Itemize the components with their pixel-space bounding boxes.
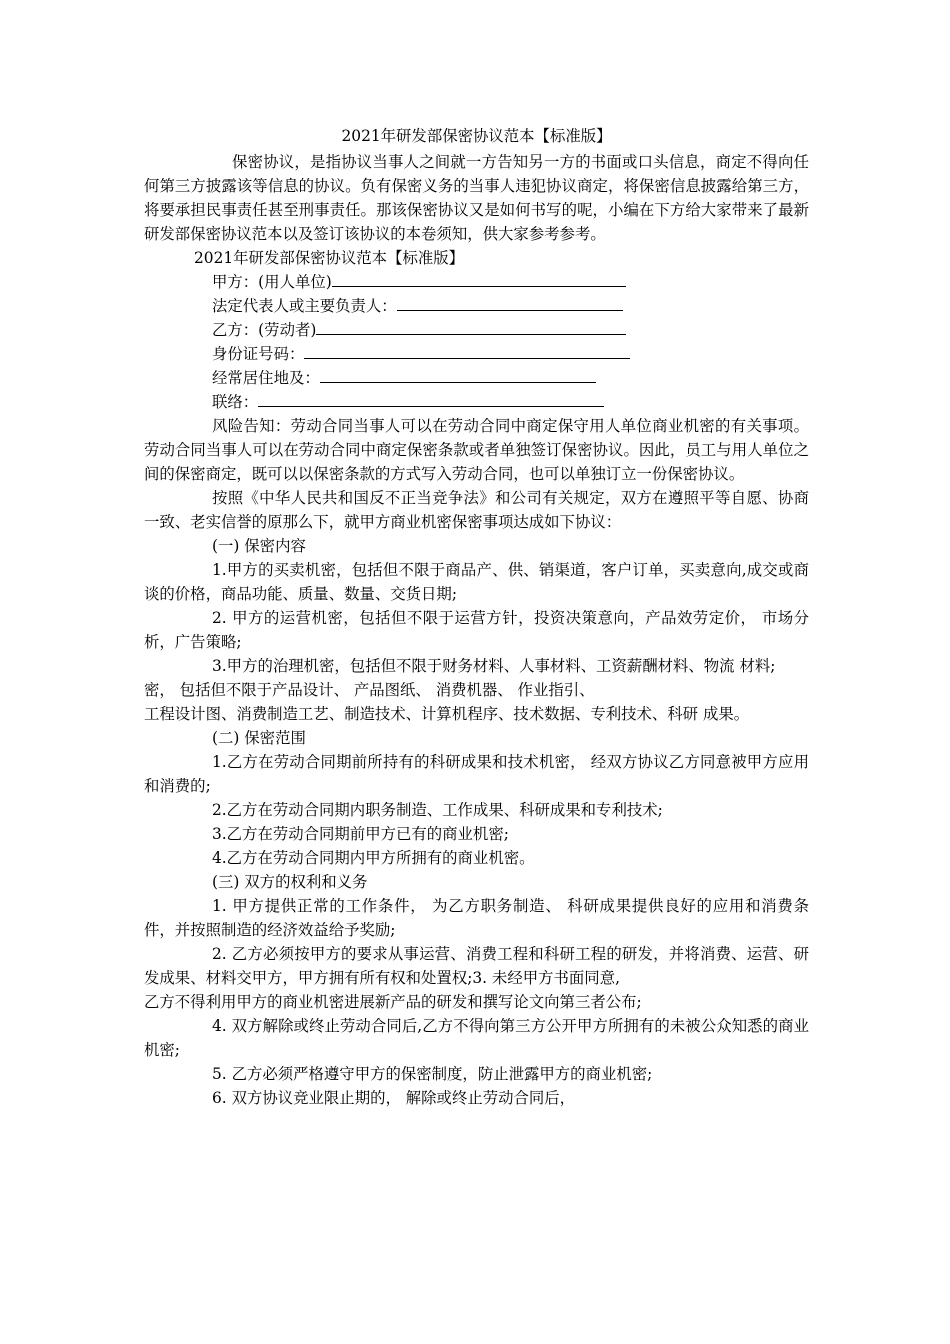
risk-notice-paragraph: 风险告知：劳动合同当事人可以在劳动合同中商定保守用人单位商业机密的有关事项。劳动合同当事人可以在劳动合同中商定保密条款或者单独签订保密协议。因此，员工与用人单位之间的保密商定，既可以以保密条款的方式写入劳动合同，也可以单独订立一份保密协议。 bbox=[144, 417, 809, 483]
field-legal-rep-blank bbox=[397, 294, 623, 311]
page-title: 2021年研发部保密协议范本【标准版】 bbox=[341, 127, 612, 145]
scope-item-3: 3.乙方在劳动合同期前甲方已有的商业机密; bbox=[212, 825, 509, 843]
section-heading-content: (一) 保密内容 bbox=[212, 537, 306, 555]
rights-item-1: 1. 甲方提供正常的工作条件， 为乙方职务制造、 科研成果提供良好的应用和消费条件，并按照制造的经济效益给予奖励; bbox=[144, 897, 809, 939]
rights-item-5: 5. 乙方必须严格遵守甲方的保密制度，防止泄露甲方的商业机密; bbox=[212, 1065, 653, 1083]
field-party-a-label: 甲方：(用人单位) bbox=[212, 273, 332, 291]
field-party-b-blank bbox=[316, 318, 626, 335]
field-id-number-blank bbox=[304, 342, 630, 359]
field-address-blank bbox=[320, 366, 596, 383]
clause-operation-secrets: 2. 甲方的运营机密，包括但不限于运营方针，投资决策意向，产品效劳定价， 市场分析，广告策略; bbox=[144, 609, 809, 651]
scope-item-2: 2.乙方在劳动合同期内职务制造、工作成果、科研成果和专利技术; bbox=[212, 801, 663, 819]
field-party-b bbox=[144, 318, 809, 342]
field-party-a bbox=[144, 270, 809, 294]
intro-paragraph: 保密协议，是指协议当事人之间就一方告知另一方的书面或口头信息，商定不得向任何第三方披露该等信息的协议。负有保密义务的当事人违犯协议商定，将保密信息披露给第三方，将要承担民事责任甚至刑事责任。那该保密协议又是如何书写的呢，小编在下方给大家带来了最新研发部保密协议范本以及签订该协议的本卷须知，供大家参考参考。 bbox=[144, 153, 809, 243]
field-address-label: 经常居住地及： bbox=[212, 369, 320, 387]
rights-item-3: 乙方不得利用甲方的商业机密进展新产品的研发和撰写论文向第三者公布; bbox=[144, 993, 642, 1011]
rights-item-2: 2. 乙方必须按甲方的要求从事运营、消费工程和科研工程的研发，并将消费、运营、研发成果、材料交甲方，甲方拥有所有权和处置权;3. 未经甲方书面同意, bbox=[144, 945, 809, 987]
clause-fragment-tech: 密， 包括但不限于产品设计、 产品图纸、 消费机器、 作业指引、 bbox=[144, 681, 595, 699]
document-body bbox=[144, 124, 809, 1110]
field-legal-rep bbox=[144, 294, 809, 318]
clause-fragment-engineering: 工程设计图、消费制造工艺、制造技术、计算机程序、技术数据、专利技术、科研 成果。 bbox=[144, 705, 750, 723]
section-title: 2021年研发部保密协议范本【标准版】 bbox=[194, 249, 465, 267]
field-contact bbox=[144, 390, 809, 414]
rights-item-6: 6. 双方协议竞业限止期的， 解除或终止劳动合同后， bbox=[212, 1089, 576, 1107]
field-contact-label: 联络： bbox=[212, 393, 259, 411]
field-id-number bbox=[144, 342, 809, 366]
preamble-paragraph: 按照《中华人民共和国反不正当竞争法》和公司有关规定，双方在遵照平等自愿、协商一致、老实信誉的原那么下，就甲方商业机密保密事项达成如下协议： bbox=[144, 489, 809, 531]
scope-item-1: 1.乙方在劳动合同期前所持有的科研成果和技术机密， 经双方协议乙方同意被甲方应用和消费的; bbox=[144, 753, 809, 795]
field-contact-blank bbox=[258, 390, 604, 407]
clause-trade-secrets: 1.甲方的买卖机密，包括但不限于商品产、供、销渠道，客户订单，买卖意向,成交或商谈的价格，商品功能、质量、数量、交货日期; bbox=[144, 561, 809, 603]
field-legal-rep-label: 法定代表人或主要负责人： bbox=[212, 297, 397, 315]
scope-item-4: 4.乙方在劳动合同期内甲方所拥有的商业机密。 bbox=[212, 849, 535, 867]
rights-item-4: 4. 双方解除或终止劳动合同后,乙方不得向第三方公开甲方所拥有的未被公众知悉的商业机密; bbox=[144, 1017, 809, 1059]
field-address bbox=[144, 366, 809, 390]
section-heading-scope: (二) 保密范围 bbox=[212, 729, 306, 747]
clause-management-secrets: 3.甲方的治理机密，包括但不限于财务材料、人事材料、工资薪酬材料、物流 材料; bbox=[212, 657, 776, 675]
section-heading-rights: (三) 双方的权利和义务 bbox=[212, 873, 368, 891]
field-id-number-label: 身份证号码： bbox=[212, 345, 305, 363]
field-party-a-blank bbox=[332, 270, 626, 287]
field-party-b-label: 乙方：(劳动者) bbox=[212, 321, 317, 339]
